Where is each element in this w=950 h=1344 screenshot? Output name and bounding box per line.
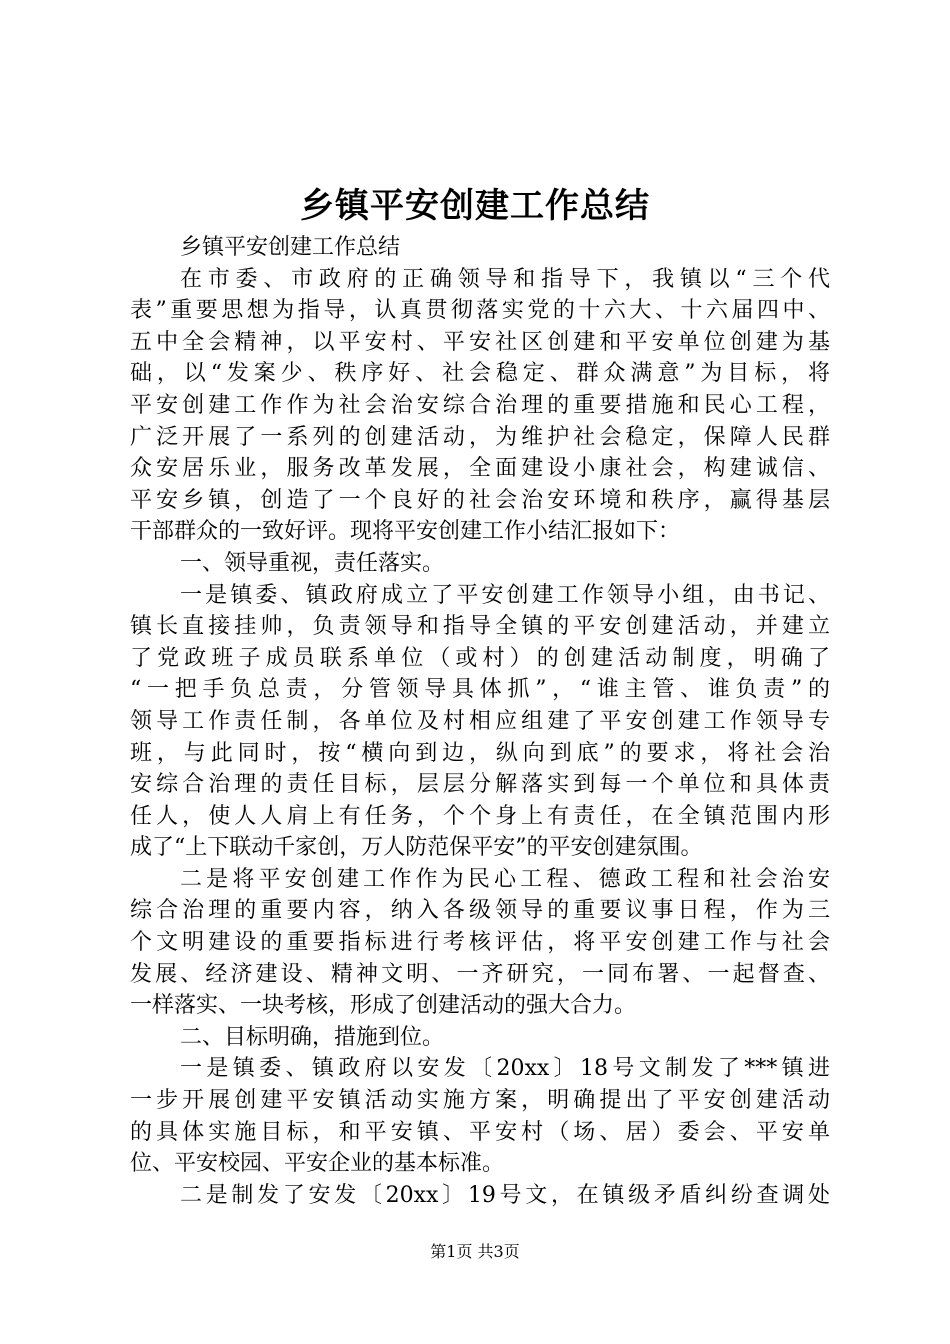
text-line: 综合治理的重要内容，纳入各级领导的重要议事日程，作为三 <box>130 898 830 924</box>
text-line: 平安创建工作作为社会治安综合治理的重要措施和民心工程， <box>130 392 830 418</box>
text-line: 一样落实、一块考核，形成了创建活动的强大合力。 <box>130 993 637 1019</box>
text-line: 乡镇平安创建工作总结 <box>180 235 401 260</box>
text-line: 班，与此同时，按“横向到边，纵向到底”的要求，将社会治 <box>130 740 830 766</box>
text-line: 位、平安校园、平安企业的基本标准。 <box>130 1151 505 1177</box>
text-line: 的具体实施目标，和平安镇、平安村（场、居）委会、平安单 <box>130 1119 830 1145</box>
text-line: 个文明建设的重要指标进行考核评估，将平安创建工作与社会 <box>130 930 830 956</box>
document-body <box>130 232 830 1211</box>
text-line: 础，以“发案少、秩序好、社会稳定、群众满意”为目标，将 <box>130 361 830 387</box>
text-line: 一、领导重视，责任落实。 <box>180 550 445 576</box>
text-line: 五中全会精神，以平安村、平安社区创建和平安单位创建为基 <box>130 329 830 355</box>
text-line: 一步开展创建平安镇活动实施方案，明确提出了平安创建活动 <box>130 1088 830 1114</box>
text-line: 二是制发了安发〔20xx〕19号文，在镇级矛盾纠纷查调处 <box>180 1182 830 1208</box>
text-line: 任人，使人人肩上有任务，个个身上有责任，在全镇范围内形 <box>130 803 830 829</box>
text-line: “一把手负总责，分管领导具体抓”，“谁主管、谁负责”的 <box>130 677 830 703</box>
page-title: 乡镇平安创建工作总结 <box>300 186 650 226</box>
text-line: 平安乡镇，创造了一个良好的社会治安环境和秩序，赢得基层 <box>130 487 830 513</box>
text-line: 众安居乐业，服务改革发展，全面建设小康社会，构建诚信、 <box>130 456 830 482</box>
text-line: 领导工作责任制，各单位及村相应组建了平安创建工作领导专 <box>130 708 830 734</box>
text-line: 了党政班子成员联系单位（或村）的创建活动制度，明确了 <box>130 645 830 671</box>
text-line: 干部群众的一致好评。现将平安创建工作小结汇报如下： <box>130 519 681 545</box>
text-line: 广泛开展了一系列的创建活动，为维护社会稳定，保障人民群 <box>130 424 830 450</box>
text-line: 二是将平安创建工作作为民心工程、德政工程和社会治安 <box>180 866 830 892</box>
text-line: 一是镇委、镇政府成立了平安创建工作领导小组，由书记、 <box>180 582 830 608</box>
text-line: 表”重要思想为指导，认真贯彻落实党的十六大、十六届四中、 <box>130 298 830 324</box>
text-line: 二、目标明确，措施到位。 <box>180 1024 445 1050</box>
text-line: 安综合治理的责任目标，层层分解落实到每一个单位和具体责 <box>130 772 830 798</box>
text-line: 成了“上下联动千家创，万人防范保平安”的平安创建氛围。 <box>130 835 703 861</box>
text-line: 发展、经济建设、精神文明、一齐研究，一同布署、一起督查、 <box>130 961 830 987</box>
page-footer: 第1页 共3页 <box>430 1242 520 1261</box>
text-line: 在市委、市政府的正确领导和指导下，我镇以“三个代 <box>180 266 830 292</box>
text-line: 一是镇委、镇政府以安发〔20xx〕18号文制发了***镇进 <box>180 1056 830 1082</box>
text-line: 镇长直接挂帅，负责领导和指导全镇的平安创建活动，并建立 <box>130 614 830 640</box>
